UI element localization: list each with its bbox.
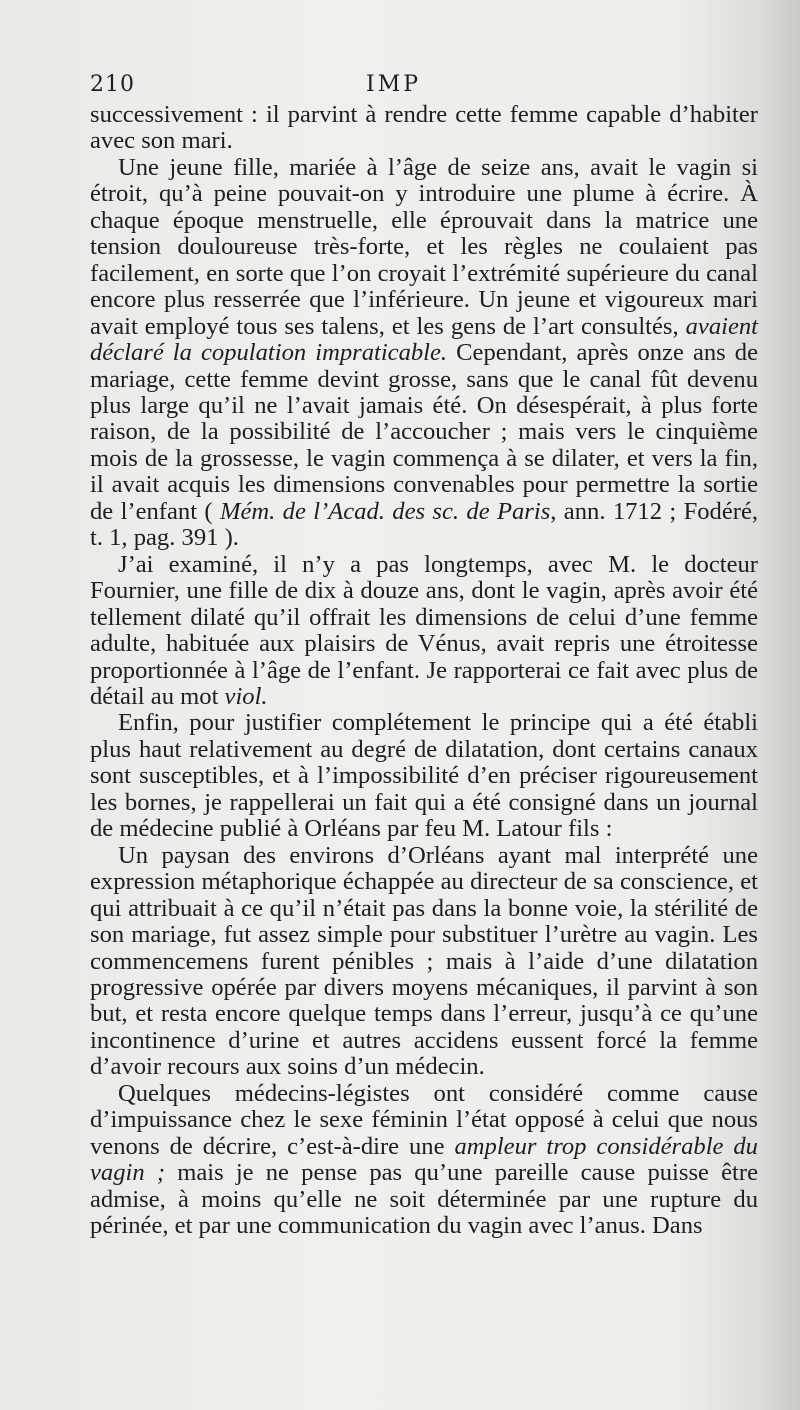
paragraph-p0 (90, 102, 758, 155)
text-segment: Une jeune fille, mariée à l’âge de seize ans, avait le vagin si étroit, qu’à peine pouvait-on y introduire une plume à écrire. À chaque époque menstruelle, elle éprouvait dans la matrice une tension douloureuse très-forte, et les règles ne coulaient pas facilement, en sorte que l’on croyait l’extrémité supérieure du canal encore plus resserrée que l’inférieure. Un jeune et vigoureux mari avait employé tous ses talens, et les gens de l’art consultés, (90, 153, 758, 340)
text-segment: Enfin, pour justifier complétement le principe qui a été établi plus haut relativement au degré de dilatation, dont certains canaux sont susceptibles, et à l’impossibilité d’en préciser rigoureusement les bornes, je rappellerai un fait qui a été consigné dans un journal de médecine publié à Orléans par feu M. Latour fils : (90, 709, 758, 843)
paragraph-p1 (90, 155, 758, 552)
text-segment: mais je ne pense pas qu’une pareille cause puisse être admise, à moins qu’elle ne soit déterminée par une rupture du périnée, et par une communication du vagin avec l’anus. Dans (90, 1159, 758, 1240)
italic-text: avaient déclaré la copulation impraticable. (90, 312, 758, 367)
text-segment: Cependant, après onze ans de mariage, cette femme devint grosse, sans que le canal fût devenu plus large qu’il ne l’avait jamais été. On désespérait, à plus forte raison, de la possibilité de l’accoucher ; mais vers le cinquième mois de la grossesse, le vagin commença à se dilater, et vers la fin, il avait acquis les dimensions convenables pour permettre la sortie de l’enfant ( (90, 339, 758, 525)
body-text (90, 102, 758, 1239)
text-segment: , ann. 1712 ; Fodéré, t. 1, pag. 391 ). (90, 497, 759, 552)
italic-text: Mém. de l’Acad. des sc. de Paris (219, 497, 551, 525)
paragraph-p5 (90, 1081, 758, 1240)
paragraph-p4 (90, 843, 758, 1081)
page-number: 210 (90, 72, 135, 97)
text-segment: successivement : il parvint à rendre cette femme capable d’habiter avec son mari. (90, 101, 758, 155)
italic-text: viol. (224, 682, 268, 710)
paragraph-p2 (90, 552, 758, 711)
text-segment: Quelques médecins-légistes ont considéré comme cause d’impuissance chez le sexe féminin l’état opposé à celui que nous venons de décrire, c’est-à-dire une (90, 1079, 758, 1160)
text-segment: Un paysan des environs d’Orléans ayant mal interprété une expression métaphorique échappée au directeur de sa conscience, et qui attribuait à ce qu’il n’était pas dans la bonne voie, la stérilité de son mariage, fut assez simple pour substituer l’urètre au vagin. Les commencemens furent pénibles ; mais à l’aide d’une dilatation progressive opérée par divers moyens mécaniques, il parvint à son but, et resta encore quelque temps dans l’erreur, jusqu’à ce qu’une incontinence d’urine et autres accidens eussent forcé la femme d’avoir recours aux soins d’un médecin. (90, 841, 758, 1081)
running-title: IMP (366, 72, 422, 97)
italic-text: ampleur trop considérable du vagin ; (90, 1132, 758, 1187)
running-head (90, 72, 750, 100)
paragraph-p3 (90, 710, 758, 842)
text-segment: J’ai examiné, il n’y a pas longtemps, avec M. le docteur Fournier, une fille de dix à douze ans, dont le vagin, après avoir été tellement dilaté qu’il offrait les dimensions de celui d’une femme adulte, habituée aux plaisirs de Vénus, avait repris une étroitesse proportionnée à l’âge de l’enfant. Je rapporterai ce fait avec plus de détail au mot (90, 550, 758, 710)
